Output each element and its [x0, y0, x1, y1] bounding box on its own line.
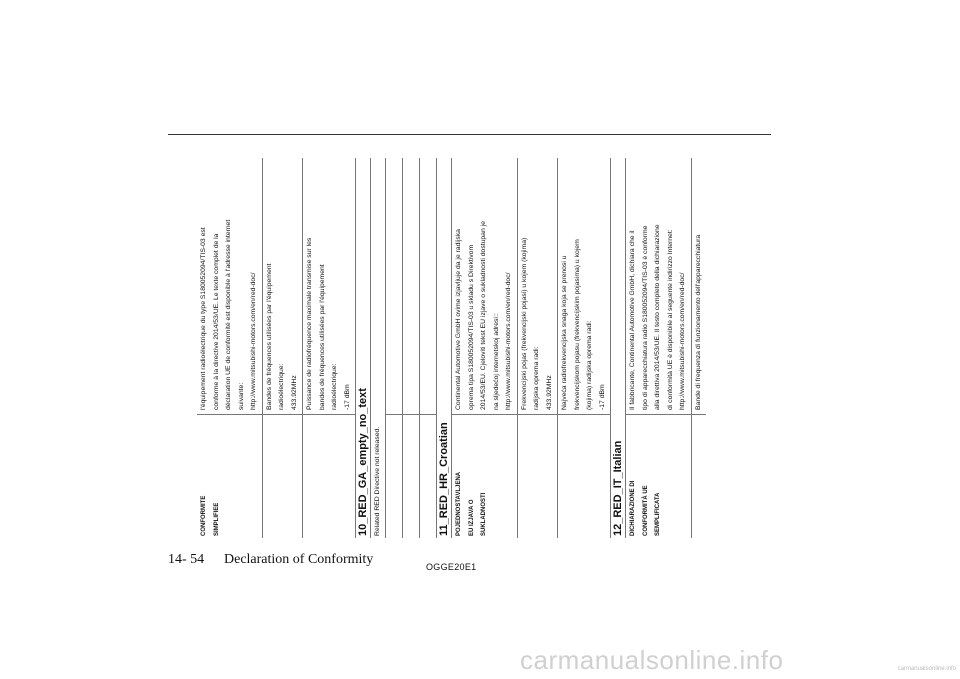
fr-declaration-row [197, 158, 262, 538]
it-declaration-text: Il fabbricante, Continental Automotive GmbH, dichiara che il tipo di apparecchiatura radio S180052094/TIS-03 è conforme alla direttiva 2014/53/UE. Il testo completo della dichiarazione di conformità UE è disponibile al seguente indirizzo Internet: http://www.mitsubishi-motors.com/en/red-doc/ [629, 224, 686, 410]
hr-power-row [557, 158, 610, 538]
fr-power-row [302, 158, 355, 538]
section-title: Declaration of Conformity [224, 552, 374, 567]
fr-declaration-text: l'équipement radioélectrique du type S180052094/TIS-03 est conforme à la directive 2014/53/UE. Le texte complet de la déclaration UE de conformité est disponible à l'adresse internet suivante: http://www.mitsubishi-motors.com/en/red-doc/ [200, 219, 257, 410]
ga-heading: 10_RED_GA_empty_no_text [355, 158, 371, 538]
fr-band-row [262, 158, 303, 538]
fr-label: CONFORMITE SIMPLIFIEE [197, 414, 262, 538]
it-label: DICHIARAZIONE DI CONFORMITÀ UE SEMPLIFICATA [626, 414, 691, 538]
hr-band-text: Frekvencijski pojas (frekvencijski pojasi) u kojem (kojima) radijska oprema radi: 433.92MHz [520, 237, 553, 410]
rotated-page [197, 158, 766, 538]
watermark: carmanualsonline.info [520, 645, 784, 675]
it-band-row [691, 158, 707, 538]
ga-note: Related RED Directive not released. [374, 426, 381, 536]
page-number: 14- 54 [168, 552, 205, 567]
top-rule [168, 134, 771, 135]
fr-band-text: Bandes de fréquences utilisées par l'équipement radioélectrique: 433.92MHz [265, 263, 298, 410]
empty-row [419, 158, 436, 538]
fr-power-text: Puissance de radiofréquence maximale transmise sur les bandes de fréquences utilisées par l'équipement radioélectrique: -17 dBm [306, 237, 351, 410]
it-declaration-row [626, 158, 691, 538]
hr-label: POJEDNOSTAVLJENA EU IZJAVA O SUKLADNOSTI [452, 414, 517, 538]
it-heading: 12_RED_IT_Italian [610, 158, 626, 538]
hr-declaration-text: Continental Automotive GmbH ovime izjavljuje da je radijska oprema tipa S180052094/TIS-03 u skladu s Direktivom 2014/53/EU. Cjeloviti tekst EU izjave o sukladnosti dostupan je na sljedećoj internetskoj adresi:: http://www.mitsubishi-motors.com/en/red-doc/ [455, 221, 512, 410]
document-code: OGGE20E1 [426, 562, 477, 572]
empty-row [402, 158, 419, 538]
hr-declaration-row [452, 158, 517, 538]
watermark-small: carmanualsonline.info [897, 666, 956, 672]
it-band-text: Bande di frequenza di funzionamento dell'apparecchiatura [694, 234, 702, 410]
hr-band-row [517, 158, 558, 538]
hr-heading: 11_RED_HR_Croatian [436, 158, 452, 538]
hr-power-text: Najveća radiofrekvencijska snaga koja se prenosi u frekvencijskom pojasu (frekvencijskim pojasima) u kojem (kojima) radijska oprema radi: -17 dBm [561, 239, 606, 410]
conformity-table [197, 158, 706, 538]
empty-row [385, 158, 402, 538]
